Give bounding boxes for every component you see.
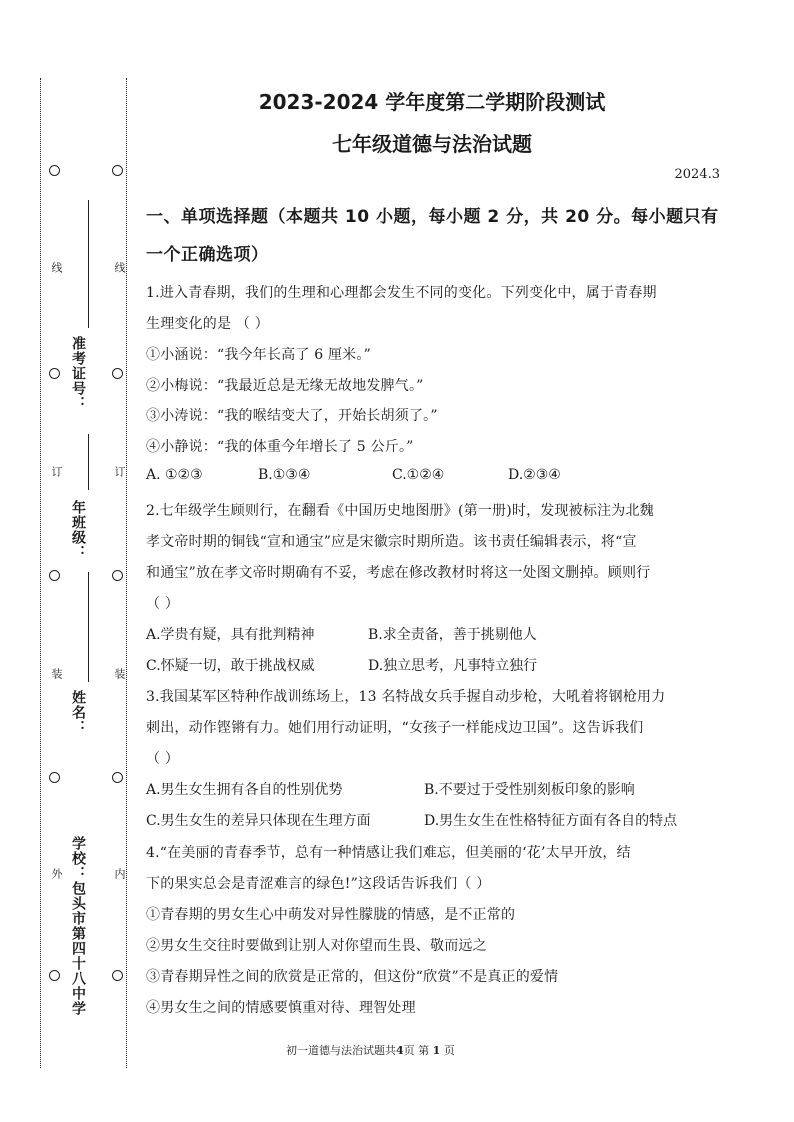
binding-circle — [49, 165, 60, 176]
question-4-stem: 下的果实总会是青涩难言的绿色!”这段话告诉我们（ ） — [146, 876, 491, 892]
class-blank[interactable] — [88, 434, 89, 490]
outer-mark: 线 — [50, 262, 63, 273]
option-b[interactable]: B.不要过于受性别刻板印象的影响 — [424, 782, 635, 798]
outer-mark: 外 — [50, 868, 63, 879]
option-d[interactable]: D.独立思考，凡事特立独行 — [368, 658, 538, 674]
option-d[interactable]: D.男生女生在性格特征方面有各自的特点 — [424, 813, 678, 829]
question-2-stem: 孝文帝时期的铜钱“宣和通宝”应是宋徽宗时期所造。该书责任编辑表示，将“宣 — [146, 534, 637, 550]
name-label: 姓名： — [70, 690, 86, 735]
question-1-item: ②小梅说：“我最近总是无缘无故地发脾气。” — [146, 378, 424, 394]
question-1-item: ③小涛说：“我的喉结变大了，开始长胡须了。” — [146, 408, 438, 424]
outer-mark: 订 — [50, 466, 63, 477]
question-1-stem: 生理变化的是 （ ） — [146, 316, 269, 332]
option-d[interactable]: D.②③④ — [508, 467, 561, 483]
section-heading: 一、单项选择题（本题共 10 小题，每小题 2 分，共 20 分。每小题只有 — [146, 207, 719, 227]
option-a[interactable]: A.学贵有疑，具有批判精神 — [146, 627, 315, 643]
question-3-stem: （ ） — [146, 751, 180, 767]
option-c[interactable]: C.男生女生的差异只体现在生理方面 — [146, 813, 371, 829]
question-4-item: ④男女生之间的情感要慎重对待、理智处理 — [146, 1000, 416, 1016]
option-c[interactable]: C.怀疑一切，敢于挑战权威 — [146, 658, 315, 674]
option-b[interactable]: B.求全责备，善于挑剔他人 — [368, 627, 537, 643]
name-blank[interactable] — [88, 572, 89, 682]
outer-dotted-line — [40, 78, 41, 1068]
inner-mark: 内 — [113, 868, 126, 879]
exam-number-label: 准考证号： — [70, 336, 86, 411]
school-field — [68, 836, 88, 1016]
question-4-item: ③青春期异性之间的欣赏是正常的，但这份“欣赏”不是真正的爱情 — [146, 969, 559, 985]
option-a[interactable]: A.男生女生拥有各自的性别优势 — [146, 782, 343, 798]
question-1-item: ①小涵说：“我今年长高了 6 厘米。” — [146, 347, 371, 363]
question-1-item: ④小静说：“我的体重今年增长了 5 公斤。” — [146, 439, 414, 455]
school-value: 包头市第四十八中学 — [70, 881, 86, 1016]
question-3-stem: 3.我国某军区特种作战训练场上，13 名特战女兵手握自动步枪，大吼着将钢枪用力 — [146, 689, 666, 705]
question-4-stem: 4.“在美丽的青春季节，总有一种情感让我们难忘，但美丽的‘花’太早开放，结 — [146, 845, 631, 861]
binding-circle — [112, 368, 123, 379]
option-a[interactable]: A. ①②③ — [146, 467, 203, 483]
school-label: 学校： — [70, 836, 86, 881]
exam-title: 2023-2024 学年度第二学期阶段测试 — [258, 90, 606, 114]
binding-circle — [49, 368, 60, 379]
question-4-item: ②男女生交往时要做到让别人对你望而生畏、敬而远之 — [146, 938, 487, 954]
question-2-stem: 和通宝”放在孝文帝时期确有不妥，考虑在修改教材时将这一处图文删掉。顾则行 — [146, 565, 651, 581]
page-footer — [286, 1042, 455, 1058]
footer-page-word: 页 — [403, 1044, 415, 1057]
inner-mark: 线 — [113, 262, 126, 273]
outer-mark: 装 — [50, 668, 63, 679]
exam-subtitle: 七年级道德与法治试题 — [332, 132, 532, 156]
exam-number-blank[interactable] — [88, 200, 89, 328]
option-b[interactable]: B.①③④ — [258, 467, 311, 483]
footer-total-pages: 4 — [396, 1044, 404, 1057]
question-2-stem: （ ） — [146, 596, 180, 612]
binding-circle — [112, 570, 123, 581]
binding-circle — [112, 165, 123, 176]
footer-page-number: 1 — [432, 1044, 441, 1057]
footer-text: 初一道德与法治试题共 — [286, 1044, 396, 1057]
binding-circle — [49, 970, 60, 981]
class-label: 年班级： — [70, 500, 86, 560]
inner-mark: 订 — [113, 466, 126, 477]
section-heading-cont: 一个正确选项） — [146, 245, 269, 265]
exam-date: 2024.3 — [674, 167, 720, 182]
question-3-stem: 刺出，动作铿锵有力。她们用行动证明，“女孩子一样能戍边卫国”。这告诉我们 — [146, 720, 644, 736]
footer-page-prefix: 第 — [418, 1044, 430, 1057]
binding-circle — [112, 970, 123, 981]
footer-page-suffix: 页 — [443, 1044, 455, 1057]
binding-circle — [49, 772, 60, 783]
binding-circle — [49, 570, 60, 581]
option-c[interactable]: C.①②④ — [392, 467, 445, 483]
question-4-item: ①青春期的男女生心中萌发对异性朦胧的情感，是不正常的 — [146, 907, 516, 923]
question-2-stem: 2.七年级学生顾则行，在翻看《中国历史地图册》(第一册)时，发现被标注为北魏 — [146, 503, 654, 519]
inner-mark: 装 — [113, 668, 126, 679]
binding-circle — [112, 772, 123, 783]
question-1-stem: 1.进入青春期，我们的生理和心理都会发生不同的变化。下列变化中，属于青春期 — [146, 285, 657, 301]
inner-dotted-line — [126, 78, 127, 1068]
